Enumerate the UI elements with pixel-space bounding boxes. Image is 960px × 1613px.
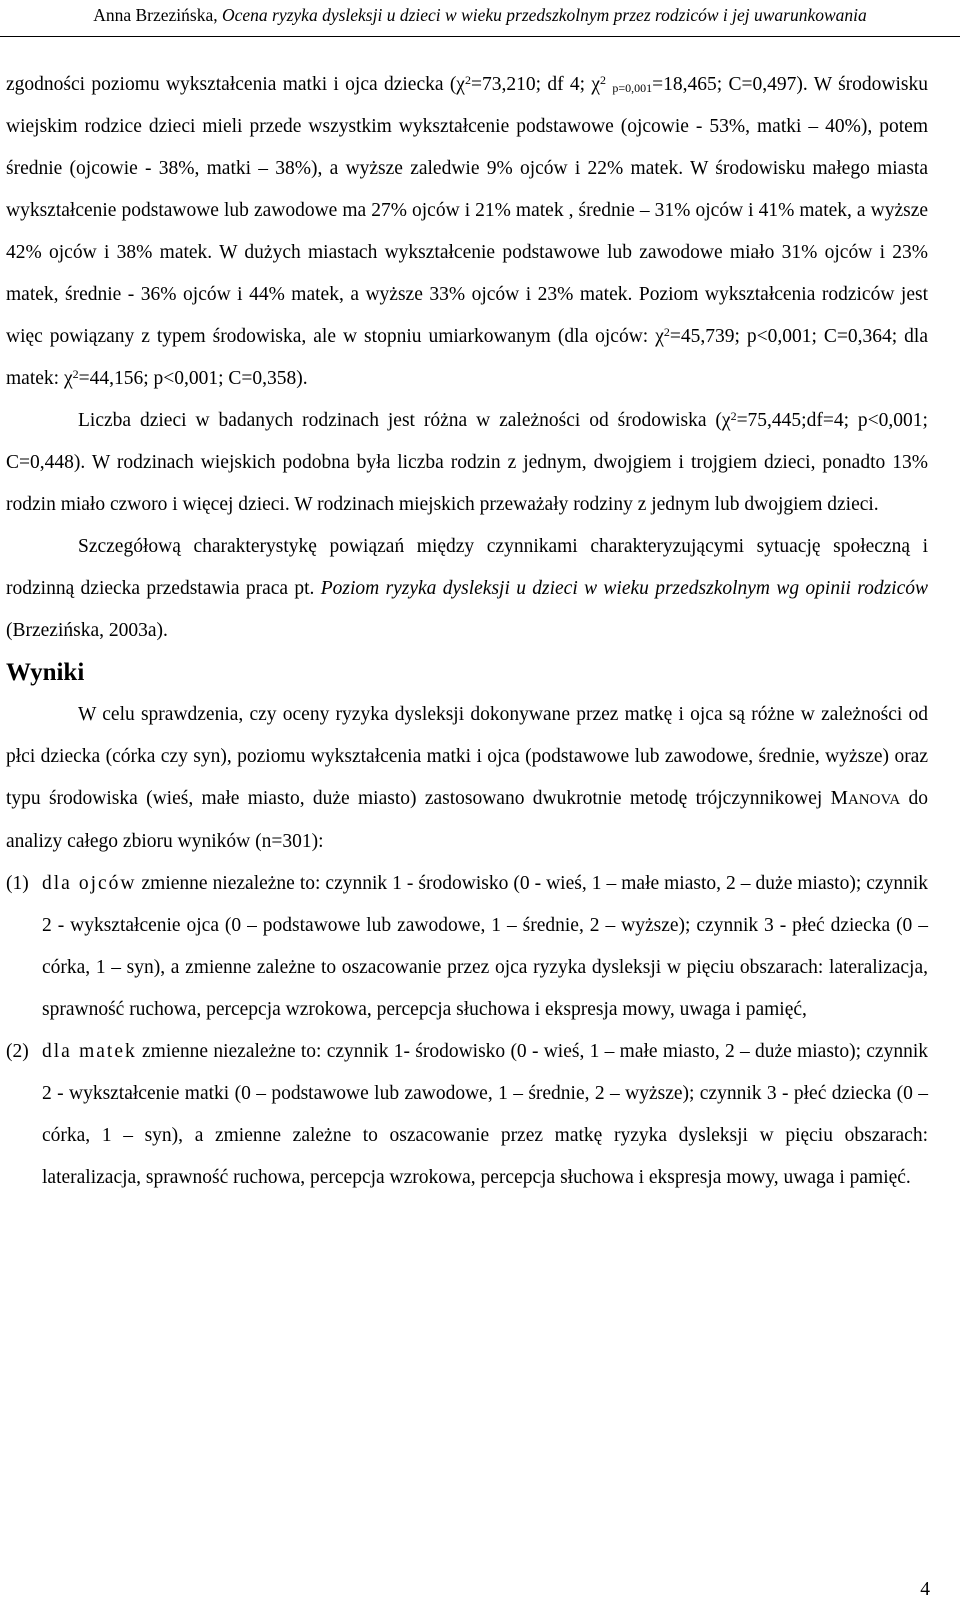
paragraph-children-count: Liczba dzieci w badanych rodzinach jest różna w zależności od środowiska ($\chi^2=75,445;df=4$; p<0,001; C=0,448). W rodzinach wiejskich podobna była liczba rodzin z jednym, dwojgiem i trojgiem dzieci, ponadto 13% rodzin miało czworo i więcej dzieci. W rodzinach miejskich przeważały rodziny z jednym lub dwojgiem dzieci.	[6, 409, 928, 515]
running-header	[0, 0, 960, 37]
list-item-number: (1)	[6, 873, 29, 894]
header-title: Ocena ryzyka dysleksji u dzieci w wieku przedszkolnym przez rodziców i jej uwarunkowania	[221, 5, 867, 25]
list-item-number: (2)	[6, 1041, 29, 1062]
list-item	[6, 863, 928, 1031]
cited-work-title: Poziom ryzyka dysleksji u dzieci w wieku przedszkolnym wg opinii rodziców	[320, 578, 928, 599]
header-author: Anna Brzezińska,	[93, 5, 218, 25]
page-number: 4	[920, 1579, 930, 1600]
paragraph-education: zgodności poziomu wykształcenia matki i ojca dziecka ($\chi^2=73,210$; df 4; $\chi^2$ $_{p=0,001}$=18,465; C=0,497). W środowisku wiejskim rodzice dzieci mieli przede wszystkim wykształcenie podstawowe (ojcowie - 53%, matki – 40%), potem średnie (ojcowie - 38%, matki – 38%), a wyższe zaledwie 9% ojców i 22% matek. W środowisku małego miasta wykształcenie podstawowe lub zawodowe ma 27% ojców i 21% matek , średnie – 31% ojców i 41% matek, a wyższe 42% ojców i 38% matek. W dużych miastach wykształcenie podstawowe lub zawodowe miało 31% ojców i 23% matek, średnie - 36% ojców i 44% matek, a wyższe 33% ojców i 23% matek. Poziom wykształcenia rodziców jest więc powiązany z typem środowiska, ale w stopniu umiarkowanym (dla ojców: $\chi^2=45,739$; p<0,001; C=0,364; dla matek: $\chi^2=44,156$; p<0,001; C=0,358).	[6, 73, 929, 389]
list-item-text: zmienne niezależne to: czynnik 1 - środowisko (0 - wieś, 1 – małe miasto, 2 – duże miasto); czynnik 2 - wykształcenie ojca (0 – podstawowe lub zawodowe, 1 – średnie, 2 – wyższe); czynnik 3 - płeć dziecka (0 – córka, 1 – syn), a zmienne zależne to oszacowanie przez ojca ryzyka dysleksji w pięciu obszarach: lateralizacja, sprawność ruchowa, percepcja wzrokowa, percepcja słuchowa i ekspresja mowy, uwaga i pamięć,	[42, 873, 928, 1020]
paragraph-method: W celu sprawdzenia, czy oceny ryzyka dysleksji dokonywane przez matkę i ojca są różne w zależności od płci dziecka (córka czy syn), poziomu wykształcenia matki i ojca (podstawowe lub zawodowe, średnie, wyższe) oraz typu środowiska (wieś, małe miasto, duże miasto) zastosowano dwukrotnie metodę trójczynnikowej MANOVA do analizy całego zbioru wyników (n=301):	[6, 704, 928, 852]
paragraph-reference: Szczegółową charakterystykę powiązań między czynnikami charakteryzującymi sytuację społeczną i rodzinną dziecka przedstawia praca pt. Poziom ryzyka dysleksji u dzieci w wieku przedszkolnym wg opinii rodziców (Brzezińska, 2003a).	[6, 536, 928, 641]
page-body	[6, 64, 928, 1199]
list-item-lead: dla matek	[42, 1041, 137, 1062]
list-item-text: zmienne niezależne to: czynnik 1- środowisko (0 - wieś, 1 – małe miasto, 2 – duże miasto); czynnik 2 - wykształcenie matki (0 – podstawowe lub zawodowe, 1 – średnie, 2 – wyższe); czynnik 3 - płeć dziecka (0 – córka, 1 – syn), a zmienne zależne to oszacowanie przez matkę ryzyka dysleksji w pięciu obszarach: lateralizacja, sprawność ruchowa, percepcja wzrokowa, percepcja słuchowa i ekspresja mowy, uwaga i pamięć.	[42, 1041, 928, 1188]
list-item-lead: dla ojców	[42, 873, 137, 894]
section-heading: Wyniki	[6, 659, 85, 686]
list-item	[6, 1031, 928, 1199]
